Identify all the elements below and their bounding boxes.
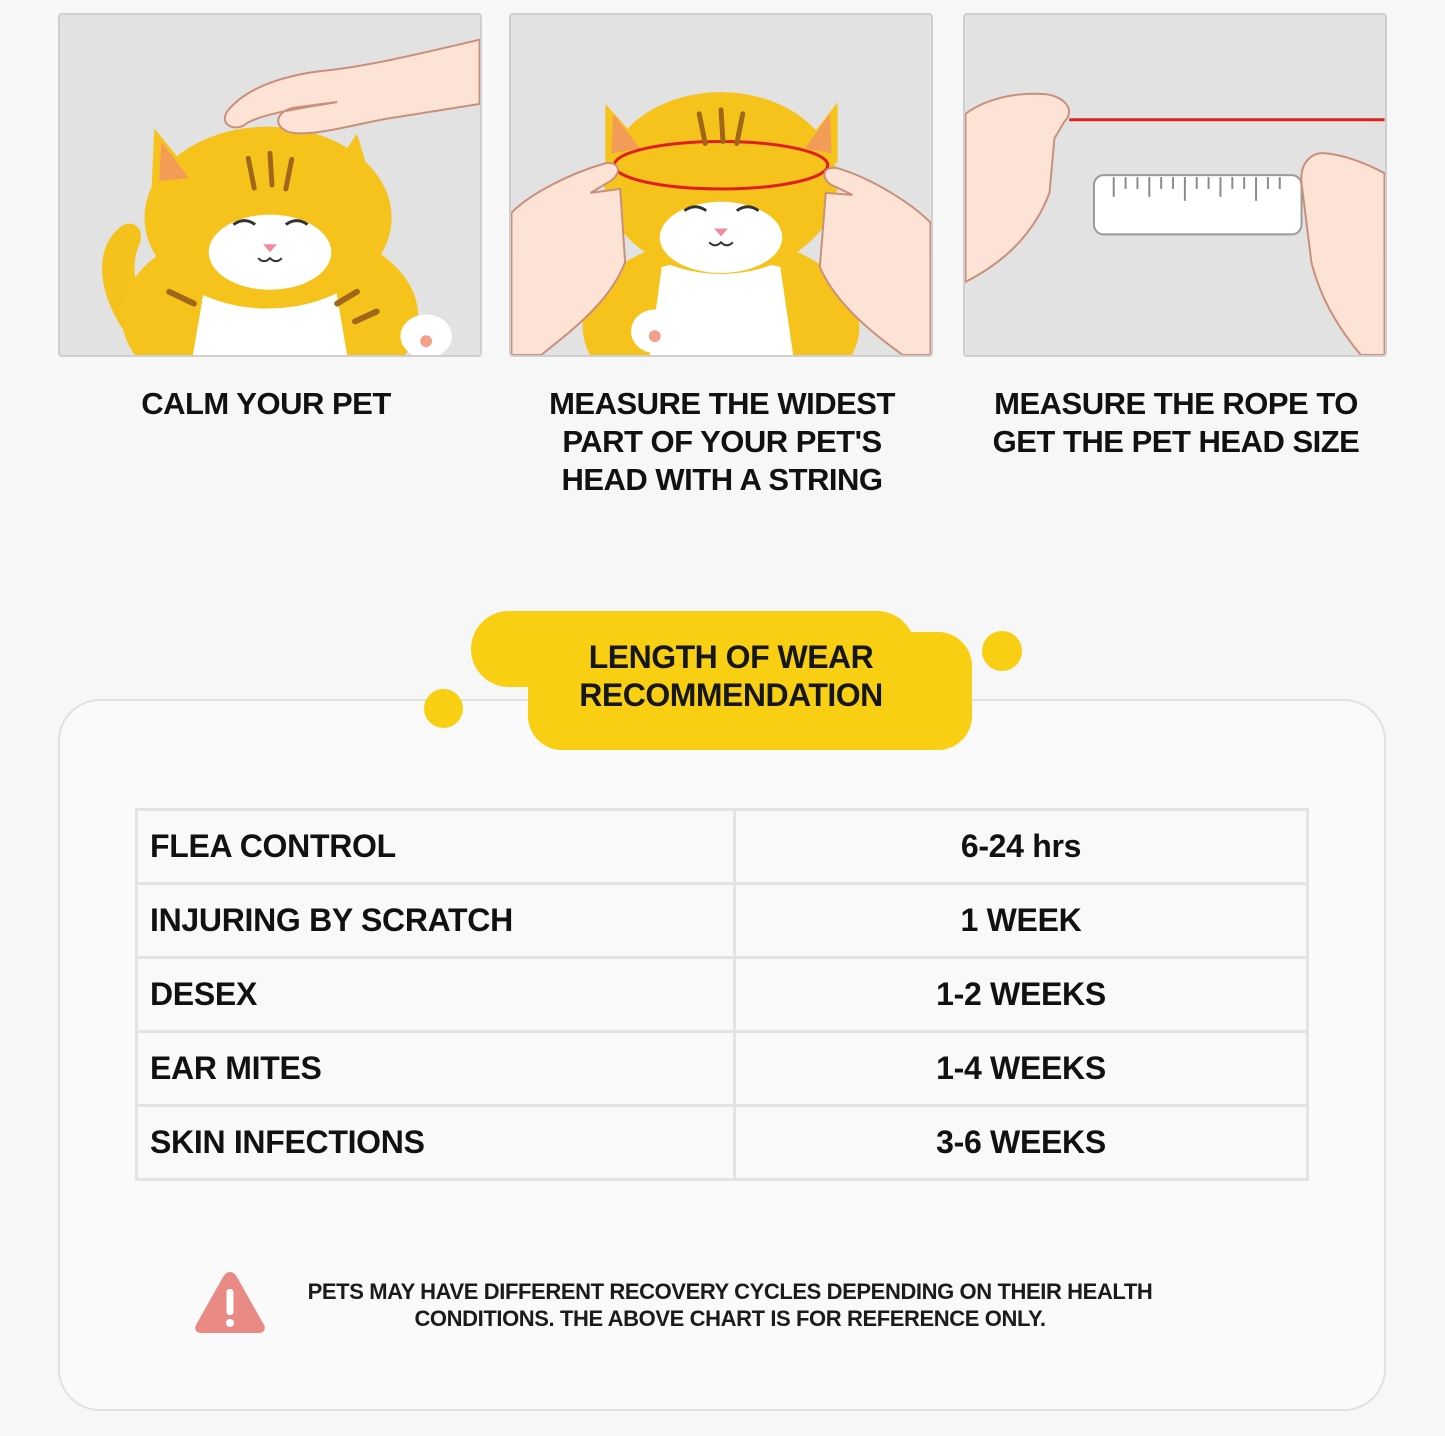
condition-cell: DESEX [137, 958, 735, 1032]
rope-ruler-measure-illustration [965, 15, 1385, 355]
step-calm-pet-panel [58, 13, 482, 357]
table-row [137, 810, 1308, 884]
duration-cell: 1-2 WEEKS [735, 958, 1308, 1032]
step-caption-calm-pet: CALM YOUR PET [141, 386, 391, 421]
condition-cell: FLEA CONTROL [137, 810, 735, 884]
condition-cell: EAR MITES [137, 1032, 735, 1106]
cat-head-string-measure-illustration [511, 15, 931, 355]
step-measure-head-panel [509, 13, 933, 357]
warning-icon [193, 1269, 267, 1335]
disclaimer-text: PETS MAY HAVE DIFFERENT RECOVERY CYCLES DEPENDING ON THEIR HEALTH CONDITIONS. THE ABOVE CHART IS FOR REFERENCE ONLY. [307, 1279, 1153, 1331]
wear-length-table [135, 808, 1309, 1181]
table-row [137, 884, 1308, 958]
duration-cell: 1-4 WEEKS [735, 1032, 1308, 1106]
decorative-dot [424, 689, 463, 728]
table-row [137, 1032, 1308, 1106]
duration-cell: 1 WEEK [735, 884, 1308, 958]
table-row [137, 1106, 1308, 1180]
table-row [137, 958, 1308, 1032]
step-measure-rope-panel [963, 13, 1387, 357]
condition-cell: SKIN INFECTIONS [137, 1106, 735, 1180]
duration-cell: 6-24 hrs [735, 810, 1308, 884]
decorative-dot [982, 631, 1022, 671]
step-caption-measure-rope: MEASURE THE ROPE TO GET THE PET HEAD SIZE [992, 386, 1360, 459]
cat-being-petted-illustration [60, 15, 480, 355]
recommendation-title: LENGTH OF WEAR RECOMMENDATION [579, 639, 883, 713]
step-caption-measure-head: MEASURE THE WIDEST PART OF YOUR PET'S HEAD WITH A STRING [549, 386, 895, 497]
duration-cell: 3-6 WEEKS [735, 1106, 1308, 1180]
condition-cell: INJURING BY SCRATCH [137, 884, 735, 958]
